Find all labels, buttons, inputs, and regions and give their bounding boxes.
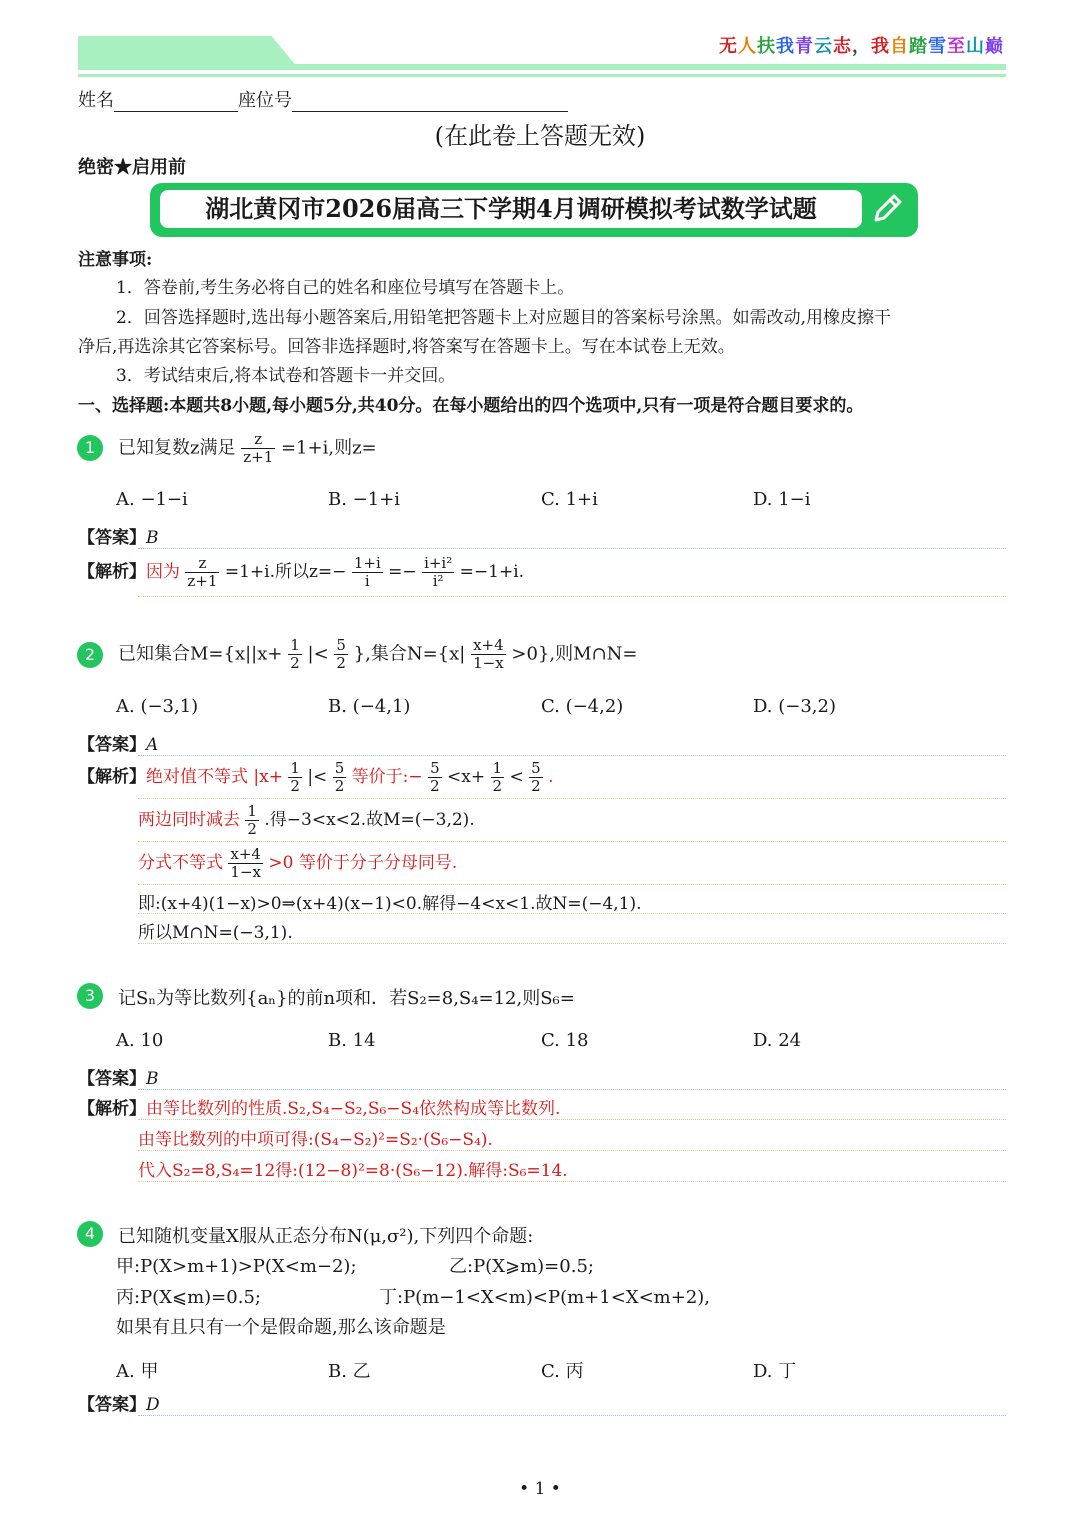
question-number-badge: 1 (77, 435, 103, 461)
notice-item-2: 2．回答选择题时,选出每小题答案后,用铅笔把答题卡上对应题目的答案标号涂黑。如需改动,用橡皮擦干 (116, 308, 892, 328)
name-seat-row (78, 86, 568, 112)
question-4-option-a: A. 甲 (116, 1361, 159, 1382)
analysis-divider (138, 798, 1006, 799)
question-3-option-d: D. 24 (753, 1030, 802, 1051)
question-4-option-c: C. 丙 (541, 1361, 584, 1382)
answer-divider (138, 548, 1006, 549)
question-3-option-c: C. 18 (541, 1030, 589, 1051)
slogan-char: 巅 (985, 36, 1004, 57)
header-slogan (719, 32, 1004, 58)
slogan-char: 扶 (757, 36, 776, 57)
slogan-char: 我 (871, 36, 890, 57)
slogan-char: 自 (890, 36, 909, 57)
question-4-proposition-jia: 甲:P(X>m+1)>P(X<m−2); (116, 1256, 357, 1277)
question-number-badge: 2 (77, 642, 103, 668)
answer-divider (138, 1089, 1006, 1090)
question-4-proposition-bing: 丙:P(X⩽m)=0.5; (116, 1287, 261, 1308)
question-2-analysis-line-1: 【解析】绝对值不等式 |x+ $\frac{1}{2}$ |< $\frac{5}{2}$ 等价于:− $\frac{5}{2}$ <x+ $\frac{1}{2}$ < $\frac{5}{2}$ . (78, 759, 554, 795)
notice-item-1: 1．答卷前,考生务必将自己的姓名和座位号填写在答题卡上。 (116, 278, 575, 298)
question-2-analysis-line-4: 即:(x+4)(1−x)>0⇒(x+4)(x−1)<0.解得−4<x<1.故N=(−4,1). (138, 894, 642, 914)
slogan-char: 雪 (928, 36, 947, 57)
header-rule (78, 64, 1006, 70)
slogan-char: 志 (833, 36, 852, 57)
question-3-option-b: B. 14 (328, 1030, 376, 1051)
question-3-answer: 【答案】B (78, 1069, 159, 1089)
question-1-option-c: C. 1+i (541, 489, 598, 510)
analysis-divider (138, 884, 1006, 885)
question-4-option-d: D. 丁 (753, 1361, 797, 1382)
question-3-analysis-line-3: 代入S₂=8,S₄=12得:(12−8)²=8·(S₆−12).解得:S₆=14. (138, 1161, 568, 1181)
notice-heading: 注意事项: (78, 250, 153, 270)
answer-divider (138, 755, 1006, 756)
analysis-divider (138, 1181, 1006, 1182)
question-1-option-a: A. −1−i (116, 489, 188, 510)
question-1-stem: 已知复数z满足 $\frac{z}{z+1}$ =1+i,则z= (118, 430, 377, 466)
invalid-note: (在此卷上答题无效) (434, 122, 646, 150)
question-2-option-c: C. (−4,2) (541, 696, 624, 717)
slogan-char: ， (852, 36, 871, 57)
question-3-analysis-line-2: 由等比数列的中项可得:(S₄−S₂)²=S₂·(S₆−S₄). (138, 1130, 493, 1150)
analysis-divider (138, 943, 1006, 944)
analysis-divider (138, 1119, 1006, 1120)
slogan-char: 人 (738, 36, 757, 57)
slogan-char: 无 (719, 36, 738, 57)
question-number-badge: 3 (77, 983, 103, 1009)
question-4-proposition-ding: 丁:P(m−1<X<m)<P(m+1<X<m+2), (379, 1287, 711, 1308)
answer-divider (138, 1415, 1006, 1416)
analysis-divider (138, 841, 1006, 842)
header-rule-thin (78, 74, 1006, 77)
question-4-stem: 已知随机变量X服从正态分布N(μ,σ²),下列四个命题: (118, 1226, 534, 1247)
question-1-analysis: 【解析】因为 $\frac{z}{z+1}$ =1+i.所以z=− $\frac{1+i}{i}$ =− $\frac{\text{i+i²}}{\text{i²}}$ =−1+i. (78, 554, 525, 590)
notice-item-2-cont: 净后,再选涂其它答案标号。回答非选择题时,将答案写在答题卡上。写在本试卷上无效。 (78, 337, 735, 357)
secret-label: 绝密★启用前 (78, 157, 186, 178)
page-number: • 1 • (519, 1479, 561, 1499)
question-1-option-d: D. 1−i (753, 489, 811, 510)
question-2-analysis-line-3: 分式不等式 $\frac{x+4}{1-x}$ >0 等价于分子分母同号. (138, 845, 458, 881)
seat-label: 座位号 (238, 90, 292, 111)
question-2-analysis-line-5: 所以M∩N=(−3,1). (138, 923, 293, 943)
question-2-option-a: A. (−3,1) (116, 696, 199, 717)
question-2-stem: 已知集合M={x||x+ $\frac{1}{2}$ |< $\frac{5}{2}$ },集合N={x| $\frac{x+4}{1-x}$ >0},则M∩N= (118, 636, 638, 672)
question-4-option-b: B. 乙 (328, 1361, 371, 1382)
name-label: 姓名 (78, 90, 114, 111)
seat-blank (292, 93, 568, 112)
slogan-char: 至 (947, 36, 966, 57)
question-2-option-b: B. (−4,1) (328, 696, 411, 717)
analysis-divider (138, 1150, 1006, 1151)
notice-item-3: 3．考试结束后,将本试卷和答题卡一并交回。 (116, 366, 456, 386)
section-heading: 一、选择题:本题共8小题,每小题5分,共40分。在每小题给出的四个选项中,只有一项是符合题目要求的。 (78, 396, 864, 416)
slogan-char: 踏 (909, 36, 928, 57)
analysis-divider (138, 596, 1006, 597)
question-1-option-b: B. −1+i (328, 489, 401, 510)
slogan-char: 青 (795, 36, 814, 57)
question-2-analysis-line-2: 两边同时减去 $\frac{1}{2}$ .得−3<x<2.故M=(−3,2). (138, 802, 475, 838)
question-2-option-d: D. (−3,2) (753, 696, 836, 717)
question-4-answer: 【答案】D (78, 1395, 160, 1415)
analysis-divider (138, 913, 1006, 914)
question-3-stem: 记Sₙ为等比数列{aₙ}的前n项和．若S₂=8,S₄=12,则S₆= (118, 988, 575, 1009)
name-blank (114, 93, 238, 112)
slogan-char: 山 (966, 36, 985, 57)
question-number-badge: 4 (77, 1221, 103, 1247)
question-4-stem-cont: 如果有且只有一个是假命题,那么该命题是 (116, 1317, 446, 1338)
pencil-icon (868, 190, 906, 228)
question-4-proposition-yi: 乙:P(X⩾m)=0.5; (449, 1256, 594, 1277)
slogan-char: 我 (776, 36, 795, 57)
question-3-option-a: A. 10 (116, 1030, 164, 1051)
question-2-answer: 【答案】A (78, 735, 159, 755)
question-3-analysis-line-1: 【解析】由等比数列的性质.S₂,S₄−S₂,S₆−S₄依然构成等比数列. (78, 1099, 561, 1119)
exam-title: 湖北黄冈市2026届高三下学期4月调研模拟考试数学试题 (205, 194, 817, 223)
slogan-char: 云 (814, 36, 833, 57)
question-1-answer: 【答案】B (78, 528, 159, 548)
